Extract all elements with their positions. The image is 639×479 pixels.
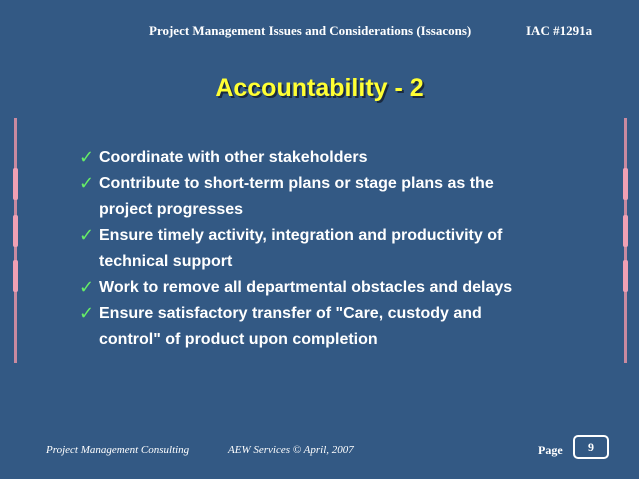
right-rail-mark bbox=[623, 215, 628, 247]
bullet-text-line: Ensure timely activity, integration and productivity of bbox=[99, 227, 503, 244]
check-icon: ✓ bbox=[79, 303, 95, 324]
bullet-text-line: Coordinate with other stakeholders bbox=[99, 149, 368, 166]
bullet-text-line: project progresses bbox=[99, 201, 244, 218]
bullet-item bbox=[79, 171, 579, 223]
left-rail-mark bbox=[13, 215, 18, 247]
bullet-item bbox=[79, 223, 579, 275]
check-icon: ✓ bbox=[79, 277, 95, 298]
bullet-item bbox=[79, 301, 579, 353]
bullet-item bbox=[79, 275, 579, 301]
bullet-list bbox=[79, 145, 579, 353]
bullet-text-line: control" of product upon completion bbox=[99, 331, 378, 348]
bullet-text-line: Contribute to short-term plans or stage plans as the bbox=[99, 175, 494, 192]
footer-copyright: AEW Services © April, 2007 bbox=[228, 444, 354, 456]
slide-header bbox=[0, 23, 639, 43]
right-rail-mark bbox=[623, 168, 628, 200]
bullet-text-line: Work to remove all departmental obstacles and delays bbox=[99, 279, 513, 296]
left-rail-mark bbox=[13, 168, 18, 200]
bullet-text-line: technical support bbox=[99, 253, 233, 270]
left-rail-mark bbox=[13, 260, 18, 292]
footer-company: Project Management Consulting bbox=[46, 444, 190, 456]
check-icon: ✓ bbox=[79, 147, 95, 168]
header-title: Project Management Issues and Considerations (Issacons) bbox=[149, 23, 472, 38]
right-rail-mark bbox=[623, 260, 628, 292]
page-label: Page bbox=[538, 443, 563, 457]
bullet-item bbox=[79, 145, 579, 171]
slide-title: Accountability - 2 bbox=[215, 74, 424, 102]
page-number-box: 9 bbox=[573, 435, 609, 459]
header-document-id: IAC #1291a bbox=[526, 23, 593, 38]
check-icon: ✓ bbox=[79, 173, 95, 194]
check-icon: ✓ bbox=[79, 225, 95, 246]
bullet-text-line: Ensure satisfactory transfer of "Care, custody and bbox=[99, 305, 482, 322]
